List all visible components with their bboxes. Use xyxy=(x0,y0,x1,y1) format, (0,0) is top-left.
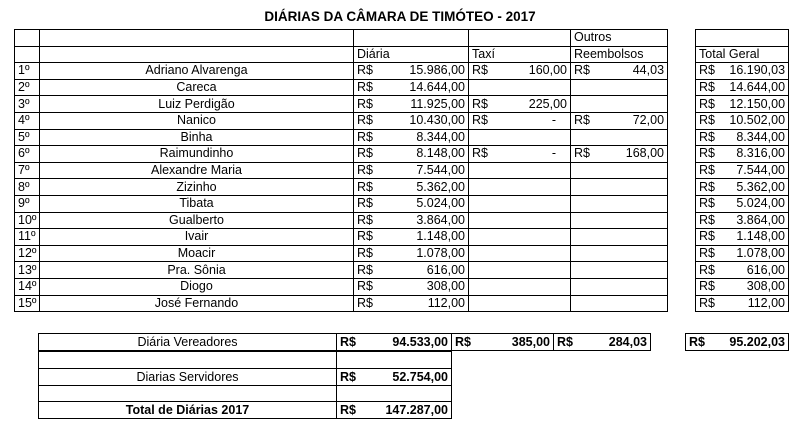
row-diaria: 10.430,00 xyxy=(381,112,469,129)
table-row xyxy=(15,278,789,295)
row-diaria-currency: R$ xyxy=(354,112,381,129)
row-outros xyxy=(599,79,668,96)
vereadores-outros-currency: R$ xyxy=(554,334,582,351)
row-taxi xyxy=(497,79,571,96)
servidores-value: 52.754,00 xyxy=(364,369,452,386)
row-diaria: 5.362,00 xyxy=(381,179,469,196)
row-outros-currency xyxy=(571,245,599,262)
total-value: 147.287,00 xyxy=(364,402,452,419)
row-taxi xyxy=(497,129,571,146)
header-taxi: Taxí xyxy=(469,46,571,63)
row-name: Raimundinho xyxy=(40,146,354,163)
row-name: Pra. Sônia xyxy=(40,262,354,279)
row-diaria: 308,00 xyxy=(381,278,469,295)
row-taxi xyxy=(497,212,571,229)
row-taxi-currency xyxy=(469,179,497,196)
row-name: Gualberto xyxy=(40,212,354,229)
row-diaria-currency: R$ xyxy=(354,179,381,196)
row-taxi-currency xyxy=(469,278,497,295)
row-name: Adriano Alvarenga xyxy=(40,63,354,80)
row-taxi-currency xyxy=(469,162,497,179)
row-taxi: 160,00 xyxy=(497,63,571,80)
row-outros-currency xyxy=(571,295,599,312)
row-outros: 168,00 xyxy=(599,146,668,163)
header-diaria: Diária xyxy=(354,46,469,63)
row-total-currency: R$ xyxy=(696,162,724,179)
row-total: 112,00 xyxy=(724,295,789,312)
row-name: Luiz Perdigão xyxy=(40,96,354,113)
row-total: 7.544,00 xyxy=(724,162,789,179)
row-outros xyxy=(599,262,668,279)
row-taxi-currency: R$ xyxy=(469,63,497,80)
table-row xyxy=(15,212,789,229)
row-total: 1.148,00 xyxy=(724,229,789,246)
row-total-currency: R$ xyxy=(696,63,724,80)
row-total: 16.190,03 xyxy=(724,63,789,80)
row-outros-currency: R$ xyxy=(571,112,599,129)
row-position: 6º xyxy=(15,146,40,163)
row-outros-currency: R$ xyxy=(571,63,599,80)
row-total: 1.078,00 xyxy=(724,245,789,262)
row-total-currency: R$ xyxy=(696,195,724,212)
row-diaria: 14.644,00 xyxy=(381,79,469,96)
row-taxi xyxy=(497,295,571,312)
header-total-geral: Total Geral xyxy=(696,46,789,63)
row-taxi-currency: R$ xyxy=(469,96,497,113)
row-total: 5.024,00 xyxy=(724,195,789,212)
row-taxi-currency xyxy=(469,195,497,212)
vereadores-label: Diária Vereadores xyxy=(39,334,337,351)
row-diaria-currency: R$ xyxy=(354,162,381,179)
header-outros-line1: Outros xyxy=(571,30,668,47)
row-taxi-currency xyxy=(469,129,497,146)
row-outros xyxy=(599,129,668,146)
row-total: 308,00 xyxy=(724,278,789,295)
table-row xyxy=(15,295,789,312)
row-outros-currency xyxy=(571,262,599,279)
per-diem-table xyxy=(14,29,789,312)
row-taxi xyxy=(497,162,571,179)
vereadores-taxi-currency: R$ xyxy=(452,334,480,351)
row-diaria: 8.344,00 xyxy=(381,129,469,146)
vereadores-taxi: 385,00 xyxy=(480,334,554,351)
row-outros xyxy=(599,245,668,262)
row-diaria: 15.986,00 xyxy=(381,63,469,80)
row-diaria-currency: R$ xyxy=(354,63,381,80)
row-outros-currency xyxy=(571,195,599,212)
row-position: 13º xyxy=(15,262,40,279)
row-name: José Fernando xyxy=(40,295,354,312)
row-total-currency: R$ xyxy=(696,245,724,262)
row-total: 10.502,00 xyxy=(724,112,789,129)
row-diaria-currency: R$ xyxy=(354,146,381,163)
row-total: 8.316,00 xyxy=(724,146,789,163)
row-diaria-currency: R$ xyxy=(354,278,381,295)
sheet-title: DIÁRIAS DA CÂMARA DE TIMÓTEO - 2017 xyxy=(264,9,536,24)
row-total-currency: R$ xyxy=(696,146,724,163)
row-taxi xyxy=(497,179,571,196)
header-row-1 xyxy=(15,30,789,47)
row-taxi-currency xyxy=(469,245,497,262)
row-total: 12.150,00 xyxy=(724,96,789,113)
header-row-2 xyxy=(15,46,789,63)
table-row xyxy=(15,79,789,96)
row-diaria-currency: R$ xyxy=(354,129,381,146)
row-outros-currency xyxy=(571,212,599,229)
servidores-currency: R$ xyxy=(337,369,364,386)
row-name: Moacir xyxy=(40,245,354,262)
row-taxi-currency xyxy=(469,79,497,96)
row-position: 15º xyxy=(15,295,40,312)
total-label: Total de Diárias 2017 xyxy=(39,402,337,419)
table-row xyxy=(15,112,789,129)
row-taxi: 225,00 xyxy=(497,96,571,113)
row-position: 14º xyxy=(15,278,40,295)
row-outros xyxy=(599,295,668,312)
row-outros: 72,00 xyxy=(599,112,668,129)
summary-servidores xyxy=(38,351,452,419)
row-name: Alexandre Maria xyxy=(40,162,354,179)
row-position: 10º xyxy=(15,212,40,229)
row-position: 1º xyxy=(15,63,40,80)
table-row xyxy=(15,262,789,279)
total-row xyxy=(39,402,452,419)
row-name: Nanico xyxy=(40,112,354,129)
row-taxi: - xyxy=(497,146,571,163)
row-outros-currency xyxy=(571,129,599,146)
row-position: 8º xyxy=(15,179,40,196)
row-diaria: 11.925,00 xyxy=(381,96,469,113)
row-outros-currency xyxy=(571,96,599,113)
row-outros xyxy=(599,96,668,113)
row-outros xyxy=(599,212,668,229)
row-diaria-currency: R$ xyxy=(354,195,381,212)
row-total-currency: R$ xyxy=(696,295,724,312)
row-position: 7º xyxy=(15,162,40,179)
table-row xyxy=(15,229,789,246)
row-total: 14.644,00 xyxy=(724,79,789,96)
row-position: 12º xyxy=(15,245,40,262)
servidores-label: Diarias Servidores xyxy=(39,369,337,386)
summary-vereadores xyxy=(38,333,651,351)
row-position: 4º xyxy=(15,112,40,129)
row-position: 9º xyxy=(15,195,40,212)
servidores-row xyxy=(39,369,452,386)
row-outros xyxy=(599,179,668,196)
table-row xyxy=(15,63,789,80)
row-total: 616,00 xyxy=(724,262,789,279)
table-row xyxy=(15,146,789,163)
row-name: Tibata xyxy=(40,195,354,212)
row-outros-currency xyxy=(571,278,599,295)
row-total-currency: R$ xyxy=(696,79,724,96)
row-outros xyxy=(599,162,668,179)
row-position: 5º xyxy=(15,129,40,146)
table-row xyxy=(15,162,789,179)
summary-vereadores-total xyxy=(685,333,789,351)
row-outros-currency: R$ xyxy=(571,146,599,163)
row-diaria-currency: R$ xyxy=(354,262,381,279)
row-outros-currency xyxy=(571,179,599,196)
row-outros xyxy=(599,278,668,295)
row-total-currency: R$ xyxy=(696,212,724,229)
vereadores-diaria-currency: R$ xyxy=(337,334,364,351)
row-taxi-currency xyxy=(469,262,497,279)
row-taxi-currency xyxy=(469,212,497,229)
row-total-currency: R$ xyxy=(696,112,724,129)
table-row xyxy=(15,96,789,113)
row-total-currency: R$ xyxy=(696,278,724,295)
row-diaria: 5.024,00 xyxy=(381,195,469,212)
row-taxi-currency xyxy=(469,295,497,312)
row-total-currency: R$ xyxy=(696,96,724,113)
row-name: Zizinho xyxy=(40,179,354,196)
row-taxi xyxy=(497,262,571,279)
row-outros-currency xyxy=(571,162,599,179)
row-diaria-currency: R$ xyxy=(354,96,381,113)
row-diaria-currency: R$ xyxy=(354,245,381,262)
table-row xyxy=(15,245,789,262)
row-diaria-currency: R$ xyxy=(354,229,381,246)
row-total-currency: R$ xyxy=(696,179,724,196)
row-taxi xyxy=(497,229,571,246)
row-position: 2º xyxy=(15,79,40,96)
total-currency: R$ xyxy=(337,402,364,419)
row-diaria: 112,00 xyxy=(381,295,469,312)
row-diaria: 7.544,00 xyxy=(381,162,469,179)
row-outros xyxy=(599,229,668,246)
header-outros-line2: Reembolsos xyxy=(571,46,668,63)
row-diaria-currency: R$ xyxy=(354,79,381,96)
row-total: 5.362,00 xyxy=(724,179,789,196)
row-taxi xyxy=(497,245,571,262)
vereadores-row xyxy=(39,334,651,351)
row-outros: 44,03 xyxy=(599,63,668,80)
row-diaria: 1.148,00 xyxy=(381,229,469,246)
row-diaria: 616,00 xyxy=(381,262,469,279)
row-taxi: - xyxy=(497,112,571,129)
row-taxi-currency: R$ xyxy=(469,146,497,163)
row-taxi-currency: R$ xyxy=(469,112,497,129)
row-outros xyxy=(599,195,668,212)
row-diaria-currency: R$ xyxy=(354,212,381,229)
row-diaria: 8.148,00 xyxy=(381,146,469,163)
row-taxi-currency xyxy=(469,229,497,246)
vereadores-outros: 284,03 xyxy=(582,334,651,351)
table-row xyxy=(15,195,789,212)
row-total-currency: R$ xyxy=(696,262,724,279)
row-name: Careca xyxy=(40,79,354,96)
row-name: Binha xyxy=(40,129,354,146)
row-diaria: 3.864,00 xyxy=(381,212,469,229)
row-diaria-currency: R$ xyxy=(354,295,381,312)
vereadores-total: 95.202,03 xyxy=(714,334,789,351)
row-position: 11º xyxy=(15,229,40,246)
row-position: 3º xyxy=(15,96,40,113)
vereadores-diaria: 94.533,00 xyxy=(364,334,452,351)
row-name: Diogo xyxy=(40,278,354,295)
row-taxi xyxy=(497,278,571,295)
row-outros-currency xyxy=(571,79,599,96)
table-row xyxy=(15,179,789,196)
row-total-currency: R$ xyxy=(696,229,724,246)
row-outros-currency xyxy=(571,229,599,246)
row-name: Ivair xyxy=(40,229,354,246)
row-total: 8.344,00 xyxy=(724,129,789,146)
row-total: 3.864,00 xyxy=(724,212,789,229)
table-row xyxy=(15,129,789,146)
row-total-currency: R$ xyxy=(696,129,724,146)
vereadores-total-currency: R$ xyxy=(686,334,714,351)
row-taxi xyxy=(497,195,571,212)
row-diaria: 1.078,00 xyxy=(381,245,469,262)
